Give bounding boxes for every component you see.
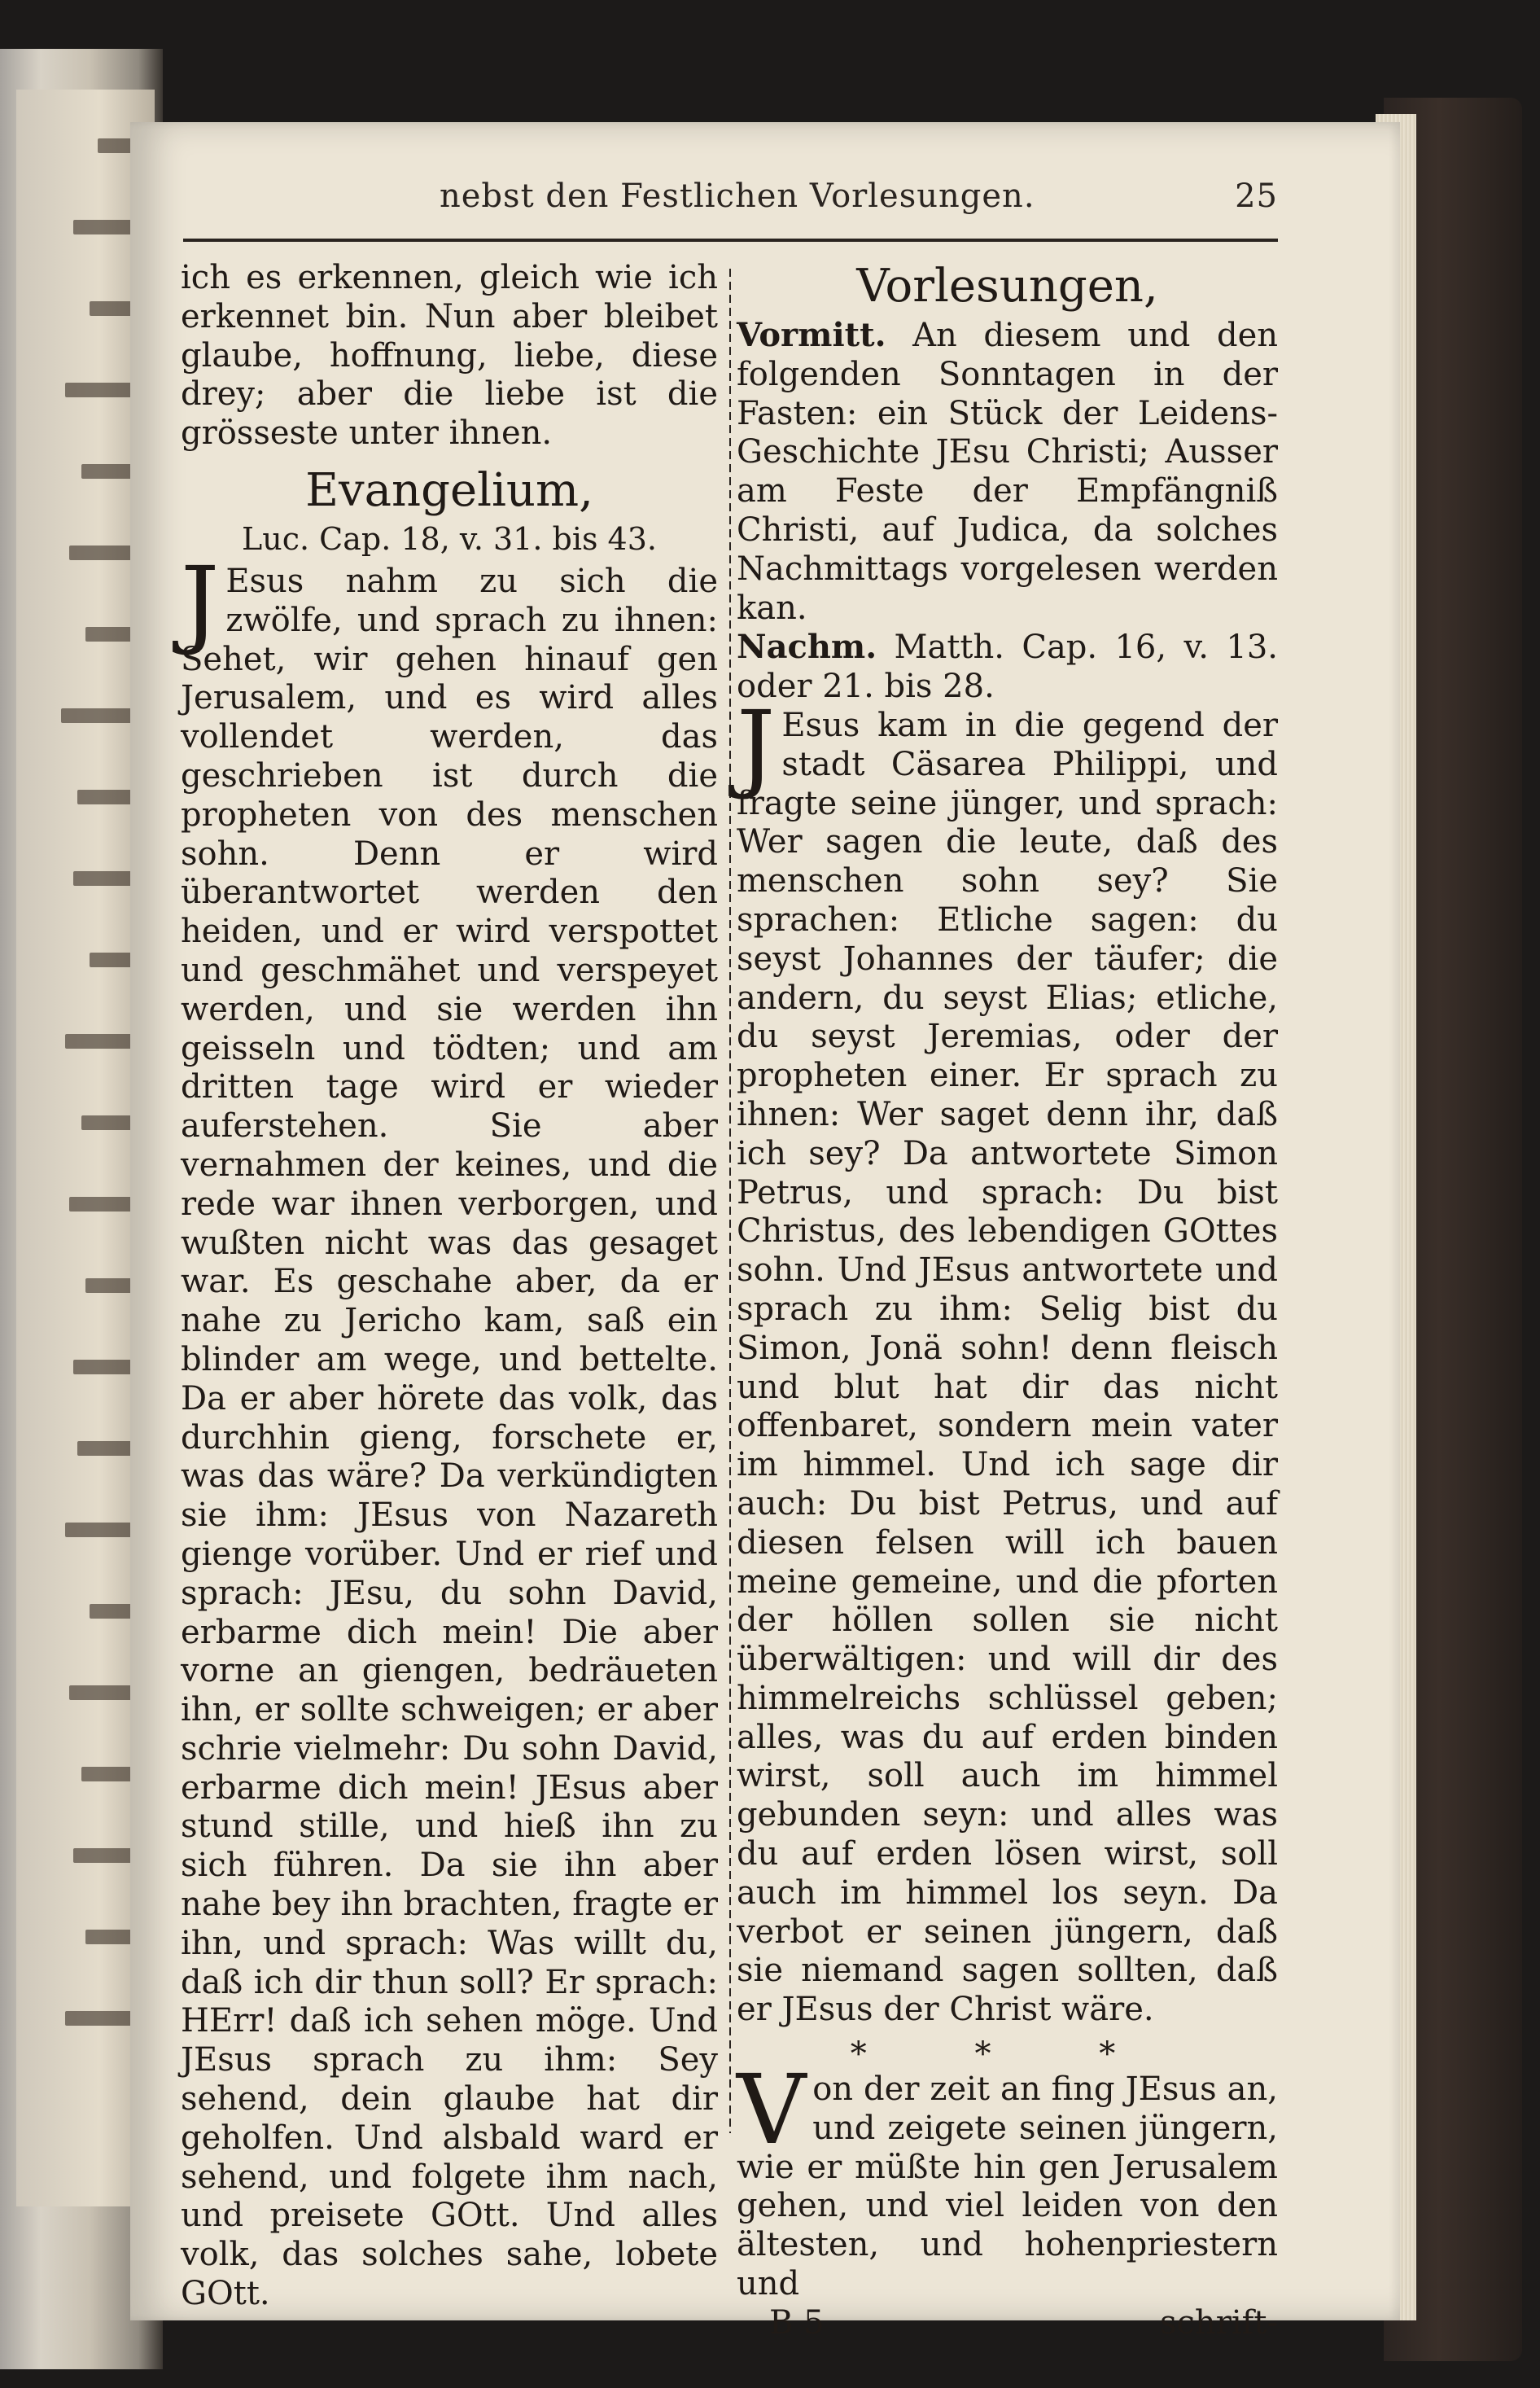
- signature-mark: B 5: [769, 2303, 825, 2342]
- afternoon-text: Matth. Cap. 16, v. 13. oder 21. bis 28.: [737, 629, 1279, 706]
- header-rule: [183, 239, 1278, 242]
- epistle-ending: ich es erkennen, gleich wie ich erkennet bin. Nun aber bleibet glaube, hoffnung, liebe, diese drey; aber die liebe ist die grösseste unter ihnen.: [181, 259, 718, 453]
- right-column: [737, 259, 1278, 2343]
- morning-label: Vormitt.: [737, 316, 886, 354]
- matthew-text: JEsus kam in die gegend der stadt Cäsarea Philippi, und fragte seine jünger, und sprach: Wer sagen die leute, daß des menschen sohn sey? Sie sprachen: Etliche sagen: du seyst Johannes der täufer; die andern, du seyst Elias; etliche, du seyst Jeremias, oder der propheten einer. Er sprach zu ihnen: Wer saget denn ihr, daß ich sey? Da antwortete Simon Petrus, und sprach: Du bist Christus, des lebendigen GOttes sohn. Und JEsus antwortete und sprach zu ihm: Selig bist du Simon, Jonä sohn! denn fleisch und blut hat dir das nicht offenbaret, sondern mein vater im himmel. Und ich sage dir auch: Du bist Petrus, und auf diesen felsen will ich bauen meine gemeine, und die pforten der höllen sollen sie nicht überwältigen: und will dir des himmelreichs schlüssel geben; alles, was du auf erden binden wirst, soll auch im himmel gebunden seyn: und alles was du auf erden lösen wirst, soll auch im himmel los seyn. Da verbot er seinen jüngern, daß sie niemand sagen sollten, daß er JEsus der Christ wäre.: [737, 689, 1278, 2029]
- running-title: nebst den Festlichen Vorlesungen.: [440, 177, 1035, 215]
- catchword: schrift-: [1160, 2303, 1278, 2342]
- section-stars: * * *: [850, 2035, 1165, 2074]
- readings-heading: Vorlesungen,: [856, 260, 1158, 313]
- afternoon-label: Nachm.: [737, 628, 877, 667]
- column-divider: [729, 269, 731, 2133]
- page-number: 25: [1235, 177, 1278, 215]
- morning-text: An diesem und den folgenden Sonntagen in der Fasten: ein Stück der Leidens-Geschichte JEsu Christi; Ausser am Feste der Empfängniß Christi, auf Judica, da solches Nachmittags vorgelesen werden kan.: [737, 317, 1278, 627]
- gospel-reference: Luc. Cap. 18, v. 31. bis 43.: [242, 520, 657, 557]
- afternoon-reading-note: [737, 628, 1278, 707]
- running-head: [309, 177, 1278, 226]
- gospel-text: JEsus nahm zu sich die zwölfe, und sprach zu ihnen: Sehet, wir gehen hinauf gen Jerusalem, und es wird alles vollendet werden, das geschrieben ist durch die propheten von des menschen sohn. Denn er wird überantwortet werden den heiden, und er wird verspottet und geschmähet und verspeyet werden, und sie werden ihn geisseln und tödten; und am dritten tage wird er wieder auferstehen. Sie aber vernahmen der keines, und die rede war ihnen verborgen, und wußten nicht was das gesaget war. Es geschahe aber, da er nahe zu Jericho kam, saß ein blinder am wege, und bettelte. Da er aber hörete das volk, das durchhin gieng, forschete er, was das wäre? Da verkündigten sie ihm: JEsus von Nazareth gienge vorüber. Und er rief und sprach: JEsu, du sohn David, erbarme dich mein! Die aber vorne an giengen, bedräueten ihn, er sollte schweigen; er aber schrie vielmehr: Du sohn David, erbarme dich mein! JEsus aber stund stille, und hieß ihn zu sich führen. Da sie ihn aber nahe bey ihn brachten, fragte er ihn, und sprach: Was willt du, daß ich dir thun soll? Er sprach: HErr! daß ich sehen möge. Und JEsus sprach zu ihm: Sey sehend, dein glaube hat dir geholfen. Und alsbald ward er sehend, und folgete ihm nach, und preisete GOtt. Und alles volk, das solches sahe, lobete GOtt.: [181, 545, 718, 2313]
- page-footer: [737, 2304, 1278, 2343]
- left-column: [181, 259, 718, 2314]
- continuation-text: Von der zeit an fing JEsus an, und zeigete seinen jüngern, wie er müßte hin gen Jerusalem gehen, und viel leiden von den ältesten, und hohenpriestern und: [737, 2053, 1278, 2303]
- morning-reading-note: [737, 316, 1278, 628]
- gospel-heading: Evangelium,: [305, 463, 593, 517]
